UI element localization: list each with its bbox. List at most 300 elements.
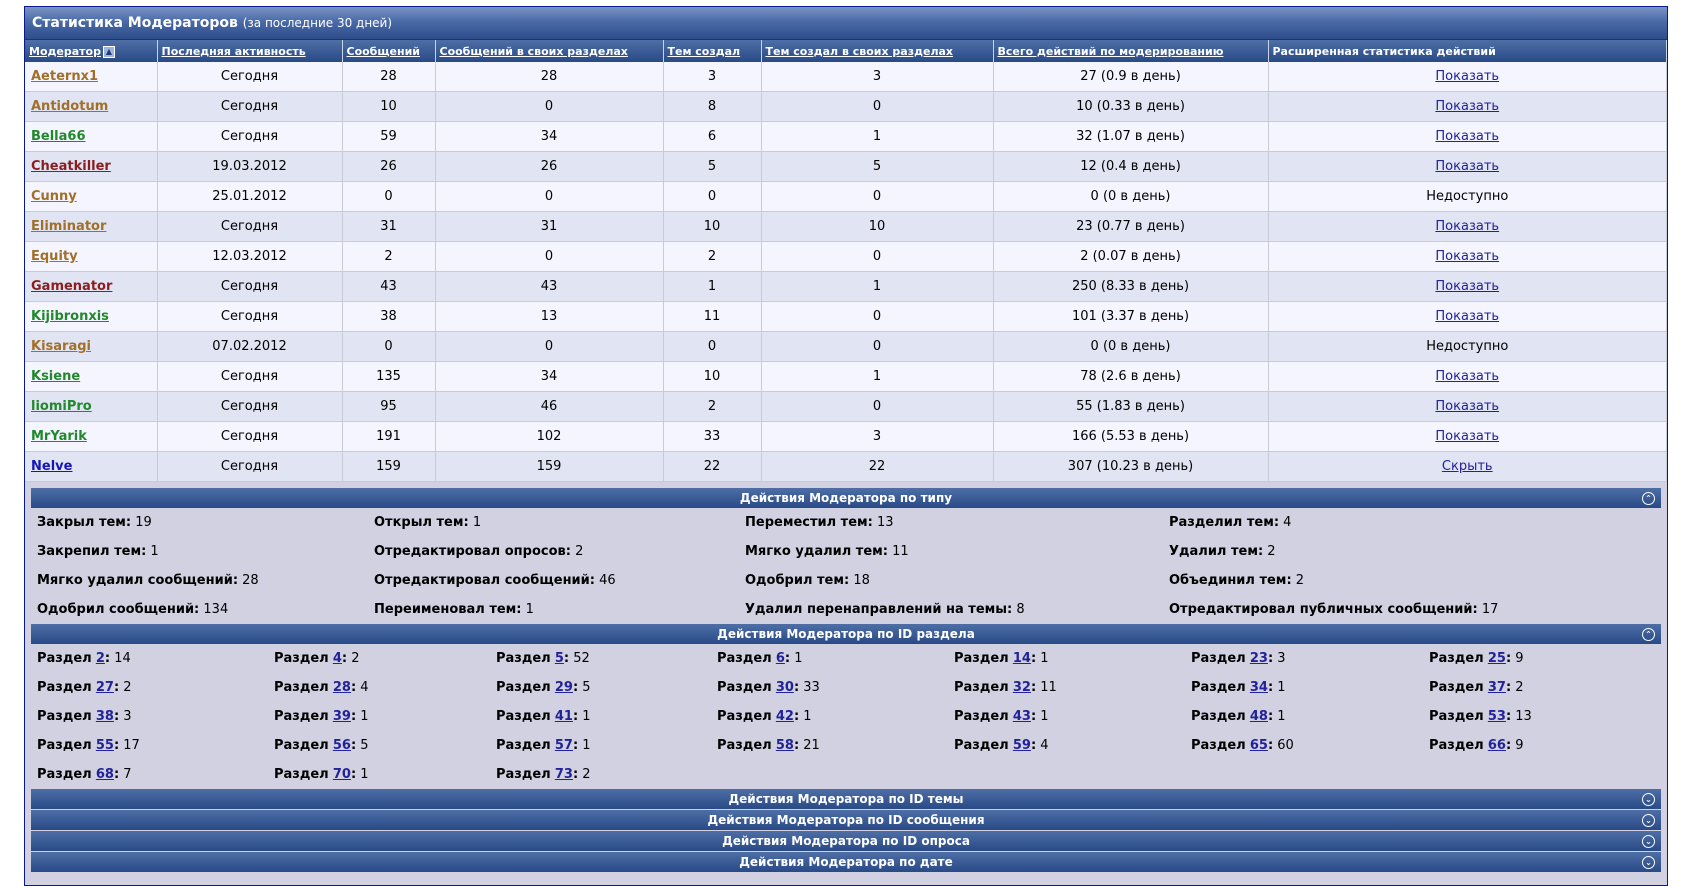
section-prefix: Раздел [954, 680, 1009, 695]
section-prefix: Раздел [496, 738, 551, 753]
section-action-item [274, 760, 496, 789]
action-type-item [374, 595, 745, 624]
section-colon: : [572, 767, 579, 782]
section-colon: : [563, 651, 570, 666]
section-colon: : [1267, 651, 1274, 666]
section-count: 1 [582, 709, 591, 724]
action-type-label: Закрыл тем: [37, 515, 132, 530]
table-row [25, 92, 1667, 122]
action-type-item [1169, 537, 1655, 566]
moderator-cell [25, 362, 157, 392]
section-id-link[interactable]: 27 [95, 680, 114, 695]
by-section-title: Действия Модератора по ID раздела [717, 627, 975, 641]
action-type-item [37, 508, 374, 537]
section-id-link[interactable]: 2 [95, 651, 105, 666]
section-count: 9 [1515, 651, 1524, 666]
action-type-value: 18 [853, 573, 870, 588]
moderator-cell [25, 422, 157, 452]
by-section-header[interactable] [31, 624, 1661, 644]
section-id-link[interactable]: 28 [332, 680, 351, 695]
extended-stats-cell [1268, 122, 1667, 152]
section-colon: : [1267, 738, 1274, 753]
section-prefix: Раздел [274, 680, 329, 695]
section-count: 14 [114, 651, 131, 666]
table-row [25, 122, 1667, 152]
moderator-cell [25, 242, 157, 272]
action-type-item [37, 595, 374, 624]
table-row [25, 302, 1667, 332]
posts-own-cell: 46 [435, 392, 663, 422]
section-id-link[interactable]: 70 [332, 767, 351, 782]
extended-stats-cell [1268, 182, 1667, 212]
action-type-value: 134 [203, 602, 229, 617]
expand-icon[interactable]: ⌄ [1642, 814, 1655, 827]
section-prefix: Раздел [1429, 709, 1484, 724]
threads-own-cell: 10 [761, 212, 993, 242]
moderator-name-link[interactable]: Cheatkiller [31, 159, 111, 174]
section-prefix: Раздел [496, 709, 551, 724]
section-action-item [717, 673, 954, 702]
section-count: 11 [1040, 680, 1057, 695]
threads-cell: 10 [663, 212, 761, 242]
posts-own-cell: 26 [435, 152, 663, 182]
threads-own-cell: 1 [761, 122, 993, 152]
threads-cell: 2 [663, 392, 761, 422]
total-actions-cell: 250 (8.33 в день) [993, 272, 1268, 302]
threads-own-cell: 22 [761, 452, 993, 482]
last-activity-cell: Сегодня [157, 452, 342, 482]
expand-icon[interactable]: ⌄ [1642, 835, 1655, 848]
col-header-posts-own[interactable]: Сообщений в своих разделах [435, 40, 663, 62]
collapsed-section-title: Действия Модератора по ID темы [728, 792, 964, 806]
moderator-name-link[interactable]: MrYarik [31, 429, 87, 444]
extended-stats-cell [1268, 302, 1667, 332]
action-type-item [37, 537, 374, 566]
posts-cell: 0 [342, 332, 435, 362]
section-action-item [274, 702, 496, 731]
moderator-cell [25, 122, 157, 152]
collapsed-section-title: Действия Модератора по дате [739, 855, 953, 869]
extended-stats-toggle-link[interactable]: Скрыть [1441, 459, 1493, 474]
action-type-label: Одобрил сообщений: [37, 602, 200, 617]
collapsed-section-header[interactable] [31, 852, 1661, 873]
table-row [25, 152, 1667, 182]
section-count: 1 [1040, 651, 1049, 666]
collapse-icon[interactable]: ⌃ [1642, 492, 1655, 505]
col-header-moderator[interactable]: Модератор ▲ [25, 40, 157, 62]
section-count: 52 [573, 651, 590, 666]
section-prefix: Раздел [1191, 680, 1246, 695]
action-type-value: 2 [1267, 544, 1276, 559]
col-header-extended-stats: Расширенная статистика действий [1268, 40, 1667, 62]
posts-own-cell: 102 [435, 422, 663, 452]
section-prefix: Раздел [1191, 651, 1246, 666]
action-type-label: Мягко удалил тем: [745, 544, 888, 559]
threads-own-cell: 1 [761, 272, 993, 302]
section-id-link[interactable]: 41 [554, 709, 573, 724]
total-actions-cell: 78 (2.6 в день) [993, 362, 1268, 392]
extended-stats-cell [1268, 452, 1667, 482]
extended-stats-toggle-link[interactable]: Показать [1435, 219, 1500, 234]
moderator-name-link[interactable]: Aeternx1 [31, 69, 99, 84]
section-count: 1 [360, 767, 369, 782]
section-id-link[interactable]: 57 [554, 738, 573, 753]
section-count: 4 [1040, 738, 1049, 753]
section-action-item [717, 731, 954, 760]
section-id-link[interactable]: 48 [1249, 709, 1268, 724]
moderator-cell [25, 332, 157, 362]
table-row [25, 452, 1667, 482]
section-id-link[interactable]: 56 [332, 738, 351, 753]
section-count: 33 [803, 680, 820, 695]
section-prefix: Раздел [496, 680, 551, 695]
section-id-link[interactable]: 14 [1012, 651, 1031, 666]
section-id-link[interactable]: 53 [1487, 709, 1506, 724]
threads-own-cell: 5 [761, 152, 993, 182]
posts-cell: 28 [342, 62, 435, 92]
table-header-row [25, 40, 1667, 62]
posts-own-cell: 0 [435, 182, 663, 212]
moderator-name-link[interactable]: Bella66 [31, 129, 86, 144]
total-actions-cell: 12 (0.4 в день) [993, 152, 1268, 182]
section-prefix: Раздел [274, 767, 329, 782]
extended-stats-unavailable: Недоступно [1426, 339, 1509, 354]
action-type-value: 2 [575, 544, 584, 559]
col-header-total-actions[interactable]: Всего действий по модерированию [993, 40, 1268, 62]
collapsed-section-header[interactable] [31, 789, 1661, 810]
section-action-item [1429, 673, 1655, 702]
section-action-item [1191, 702, 1429, 731]
threads-cell: 11 [663, 302, 761, 332]
section-colon: : [1030, 709, 1037, 724]
collapsed-section-title: Действия Модератора по ID сообщения [707, 813, 985, 827]
extended-stats-toggle-link[interactable]: Показать [1435, 159, 1500, 174]
section-id-link[interactable]: 4 [332, 651, 342, 666]
section-action-item [717, 702, 954, 731]
section-action-item [496, 644, 717, 673]
last-activity-cell: Сегодня [157, 212, 342, 242]
moderator-name-link[interactable]: Eliminator [31, 219, 107, 234]
section-prefix: Раздел [954, 651, 1009, 666]
extended-stats-toggle-link[interactable]: Показать [1435, 399, 1500, 414]
section-id-link[interactable]: 59 [1012, 738, 1031, 753]
extended-stats-toggle-link[interactable]: Показать [1435, 279, 1500, 294]
section-id-link[interactable]: 68 [95, 767, 114, 782]
extended-stats-toggle-link[interactable]: Показать [1435, 249, 1500, 264]
section-colon: : [113, 680, 120, 695]
section-colon: : [1505, 651, 1512, 666]
section-count: 9 [1515, 738, 1524, 753]
action-type-label: Отредактировал опросов: [374, 544, 571, 559]
section-count: 1 [794, 651, 803, 666]
last-activity-cell: Сегодня [157, 302, 342, 332]
section-action-item [496, 760, 717, 789]
action-type-value: 13 [876, 515, 894, 530]
col-header-threads[interactable]: Тем создал [663, 40, 761, 62]
section-prefix: Раздел [37, 680, 92, 695]
action-type-label: Одобрил тем: [745, 573, 850, 588]
section-colon: : [572, 709, 579, 724]
action-type-item [745, 595, 1169, 624]
action-type-label: Отредактировал сообщений: [374, 573, 595, 588]
section-count: 1 [1040, 709, 1049, 724]
extended-stats-toggle-link[interactable]: Показать [1435, 369, 1500, 384]
last-activity-cell: Сегодня [157, 122, 342, 152]
threads-cell: 6 [663, 122, 761, 152]
section-count: 2 [351, 651, 360, 666]
action-type-value: 1 [150, 544, 159, 559]
section-colon: : [1505, 709, 1512, 724]
total-actions-cell: 10 (0.33 в день) [993, 92, 1268, 122]
section-id-link[interactable]: 39 [332, 709, 351, 724]
threads-own-cell: 0 [761, 182, 993, 212]
last-activity-cell: 07.02.2012 [157, 332, 342, 362]
action-type-value: 1 [525, 602, 534, 617]
section-action-item [1191, 731, 1429, 760]
expand-icon[interactable]: ⌄ [1642, 856, 1655, 869]
section-prefix: Раздел [274, 738, 329, 753]
moderator-name-link[interactable]: Ksiene [31, 369, 81, 384]
action-type-item [745, 537, 1169, 566]
section-id-link[interactable]: 23 [1249, 651, 1268, 666]
section-id-link[interactable]: 38 [95, 709, 114, 724]
action-type-label: Отредактировал публичных сообщений: [1169, 602, 1478, 617]
panel-title-bar [25, 7, 1667, 40]
moderator-name-link[interactable]: Nelve [31, 459, 73, 474]
collapsed-section-header[interactable] [31, 831, 1661, 852]
section-prefix: Раздел [37, 651, 92, 666]
moderators-table-body [25, 62, 1667, 482]
by-section-section [31, 624, 1661, 789]
section-id-link[interactable]: 5 [554, 651, 564, 666]
section-action-item [1429, 731, 1655, 760]
extended-stats-cell [1268, 62, 1667, 92]
posts-cell: 159 [342, 452, 435, 482]
last-activity-cell: Сегодня [157, 62, 342, 92]
section-colon: : [793, 709, 800, 724]
section-id-link[interactable]: 55 [95, 738, 114, 753]
section-colon: : [793, 738, 800, 753]
section-count: 3 [123, 709, 132, 724]
threads-cell: 2 [663, 242, 761, 272]
by-type-header[interactable] [31, 488, 1661, 508]
moderator-name-link[interactable]: Gamenator [31, 279, 113, 294]
section-action-item [37, 731, 274, 760]
section-id-link[interactable]: 58 [775, 738, 794, 753]
section-id-link[interactable]: 32 [1012, 680, 1031, 695]
last-activity-cell: 19.03.2012 [157, 152, 342, 182]
section-prefix: Раздел [37, 709, 92, 724]
section-count: 13 [1515, 709, 1532, 724]
posts-cell: 59 [342, 122, 435, 152]
extended-stats-cell [1268, 92, 1667, 122]
action-type-label: Удалил перенаправлений на темы: [745, 602, 1013, 617]
extended-stats-cell [1268, 242, 1667, 272]
action-type-value: 28 [242, 573, 259, 588]
posts-own-cell: 34 [435, 122, 663, 152]
section-colon: : [113, 738, 120, 753]
section-colon: : [1267, 680, 1274, 695]
section-prefix: Раздел [496, 767, 551, 782]
posts-cell: 0 [342, 182, 435, 212]
col-header-posts[interactable]: Сообщений [342, 40, 435, 62]
action-type-item [374, 537, 745, 566]
posts-cell: 10 [342, 92, 435, 122]
section-action-item [1191, 673, 1429, 702]
section-count: 2 [582, 767, 591, 782]
moderator-name-link[interactable]: Kisaragi [31, 339, 91, 354]
extended-stats-unavailable: Недоступно [1426, 189, 1509, 204]
last-activity-cell: Сегодня [157, 392, 342, 422]
collapse-icon[interactable]: ⌃ [1642, 628, 1655, 641]
section-count: 5 [360, 738, 369, 753]
action-type-item [745, 566, 1169, 595]
action-type-label: Открыл тем: [374, 515, 469, 530]
moderator-name-link[interactable]: Cunny [31, 189, 77, 204]
action-type-item [745, 508, 1169, 537]
section-prefix: Раздел [717, 738, 772, 753]
posts-cell: 31 [342, 212, 435, 242]
sort-asc-icon[interactable]: ▲ [103, 46, 115, 58]
section-prefix: Раздел [37, 738, 92, 753]
section-action-item [1429, 644, 1655, 673]
section-id-link[interactable]: 25 [1487, 651, 1506, 666]
section-action-item [37, 702, 274, 731]
section-action-item [1429, 702, 1655, 731]
moderator-stats-panel [24, 6, 1668, 886]
section-id-link[interactable]: 29 [554, 680, 573, 695]
section-id-link[interactable]: 37 [1487, 680, 1506, 695]
total-actions-cell: 55 (1.83 в день) [993, 392, 1268, 422]
threads-cell: 22 [663, 452, 761, 482]
panel-title: Статистика Модераторов [32, 15, 238, 31]
posts-own-cell: 0 [435, 332, 663, 362]
moderator-name-link[interactable]: Antidotum [31, 99, 109, 114]
action-type-item [374, 508, 745, 537]
section-count: 7 [123, 767, 132, 782]
action-type-value: 8 [1016, 602, 1025, 617]
section-id-link[interactable]: 6 [775, 651, 785, 666]
posts-own-cell: 28 [435, 62, 663, 92]
section-id-link[interactable]: 34 [1249, 680, 1268, 695]
extended-stats-cell [1268, 152, 1667, 182]
threads-cell: 0 [663, 182, 761, 212]
last-activity-cell: Сегодня [157, 362, 342, 392]
extended-stats-toggle-link[interactable]: Показать [1435, 429, 1500, 444]
collapsed-sections [31, 789, 1661, 873]
table-row [25, 182, 1667, 212]
section-id-link[interactable]: 42 [775, 709, 794, 724]
moderator-cell [25, 272, 157, 302]
section-count: 60 [1277, 738, 1294, 753]
threads-cell: 8 [663, 92, 761, 122]
section-colon: : [784, 651, 791, 666]
threads-cell: 3 [663, 62, 761, 92]
threads-cell: 0 [663, 332, 761, 362]
action-type-item [37, 566, 374, 595]
total-actions-cell: 0 (0 в день) [993, 182, 1268, 212]
table-row [25, 272, 1667, 302]
moderator-name-link[interactable]: Kijibronxis [31, 309, 109, 324]
posts-own-cell: 34 [435, 362, 663, 392]
section-action-item [37, 673, 274, 702]
extended-stats-toggle-link[interactable]: Показать [1435, 309, 1500, 324]
section-count: 1 [803, 709, 812, 724]
action-type-value: 2 [1295, 573, 1305, 588]
section-colon: : [113, 767, 120, 782]
section-prefix: Раздел [717, 709, 772, 724]
section-id-link[interactable]: 65 [1249, 738, 1268, 753]
action-type-value: 46 [599, 573, 616, 588]
section-colon: : [1030, 738, 1037, 753]
section-prefix: Раздел [717, 651, 772, 666]
total-actions-cell: 101 (3.37 в день) [993, 302, 1268, 332]
collapsed-section-title: Действия Модератора по ID опроса [722, 834, 970, 848]
total-actions-cell: 166 (5.53 в день) [993, 422, 1268, 452]
section-id-link[interactable]: 73 [554, 767, 573, 782]
section-prefix: Раздел [37, 767, 92, 782]
section-prefix: Раздел [496, 651, 551, 666]
by-type-grid [31, 508, 1661, 624]
action-type-value: 11 [892, 544, 909, 559]
action-type-label: Объединил тем: [1169, 573, 1292, 588]
moderator-cell [25, 182, 157, 212]
section-action-item [954, 673, 1191, 702]
section-colon: : [113, 709, 120, 724]
moderator-name-link[interactable]: liomiPro [31, 399, 92, 414]
moderator-cell [25, 452, 157, 482]
extended-stats-toggle-link[interactable]: Показать [1435, 99, 1500, 114]
collapsed-section-header[interactable] [31, 810, 1661, 831]
total-actions-cell: 32 (1.07 в день) [993, 122, 1268, 152]
section-count: 1 [1277, 709, 1286, 724]
last-activity-cell: Сегодня [157, 272, 342, 302]
extended-stats-toggle-link[interactable]: Показать [1435, 129, 1500, 144]
moderator-cell [25, 212, 157, 242]
table-row [25, 422, 1667, 452]
threads-cell: 33 [663, 422, 761, 452]
section-colon: : [572, 680, 579, 695]
threads-cell: 1 [663, 272, 761, 302]
col-header-last-activity[interactable]: Последняя активность [157, 40, 342, 62]
posts-own-cell: 13 [435, 302, 663, 332]
section-id-link[interactable]: 66 [1487, 738, 1506, 753]
section-action-item [496, 673, 717, 702]
moderator-name-link[interactable]: Equity [31, 249, 78, 264]
extended-stats-toggle-link[interactable]: Показать [1435, 69, 1500, 84]
action-type-value: 17 [1481, 602, 1499, 617]
threads-cell: 5 [663, 152, 761, 182]
table-row [25, 242, 1667, 272]
moderator-cell [25, 92, 157, 122]
total-actions-cell: 2 (0.07 в день) [993, 242, 1268, 272]
last-activity-cell: 25.01.2012 [157, 182, 342, 212]
moderator-cell [25, 62, 157, 92]
section-action-item [37, 760, 274, 789]
section-colon: : [350, 738, 357, 753]
posts-cell: 26 [342, 152, 435, 182]
posts-cell: 191 [342, 422, 435, 452]
moderators-table [25, 40, 1667, 482]
posts-own-cell: 0 [435, 92, 663, 122]
section-id-link[interactable]: 43 [1012, 709, 1031, 724]
extended-stats-cell [1268, 362, 1667, 392]
action-type-item [1169, 595, 1655, 624]
threads-own-cell: 0 [761, 242, 993, 272]
section-id-link[interactable]: 30 [775, 680, 794, 695]
col-header-threads-own[interactable]: Тем создал в своих разделах [761, 40, 993, 62]
expand-icon[interactable]: ⌄ [1642, 793, 1655, 806]
